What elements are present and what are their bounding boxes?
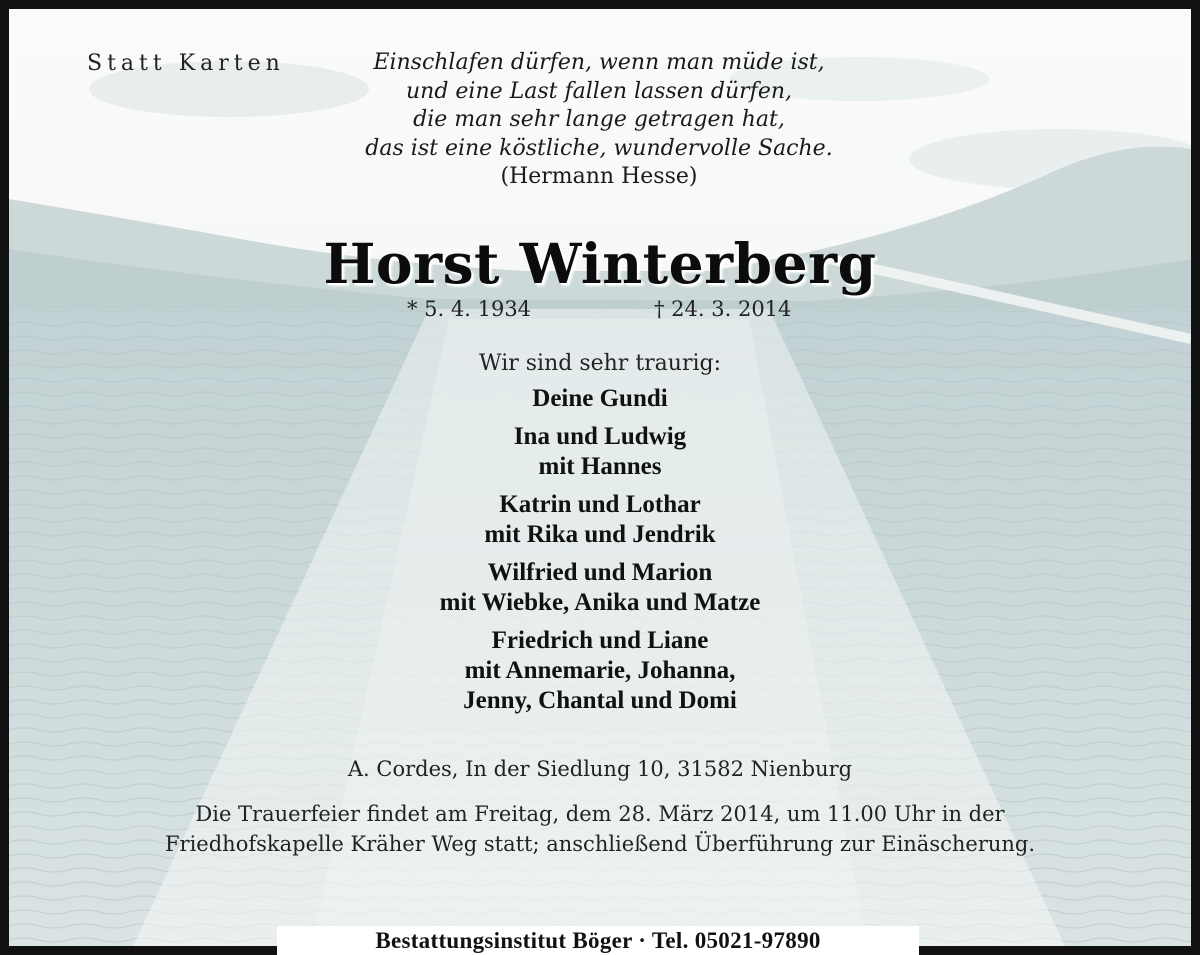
- contact-address: A. Cordes, In der Siedlung 10, 31582 Nienburg: [347, 757, 853, 781]
- mourner-line: Deine Gundi: [532, 385, 668, 412]
- mourner-group: [9, 558, 1191, 618]
- poem-author: (Hermann Hesse): [500, 164, 698, 189]
- deceased-name: Horst Winterberg: [323, 231, 877, 296]
- service-line: Friedhofskapelle Kräher Weg statt; anschließend Überführung zur Einäscherung.: [164, 832, 1036, 856]
- service-line: Die Trauerfeier findet am Freitag, dem 28. März 2014, um 11.00 Uhr in der: [195, 802, 1005, 826]
- statt-karten-label: Statt Karten: [87, 51, 285, 76]
- poem-line: und eine Last fallen lassen dürfen,: [405, 78, 793, 104]
- poem-line: die man sehr lange getragen hat,: [413, 107, 785, 132]
- poem-quote: [299, 49, 899, 192]
- death-date: † 24. 3. 2014: [654, 297, 792, 321]
- poem-line: Einschlafen dürfen, wenn man müde ist,: [373, 50, 825, 75]
- mourner-line: Wilfried und Marion: [487, 559, 713, 586]
- mourner-line: mit Annemarie, Johanna,: [464, 657, 736, 684]
- mourner-group: [9, 626, 1191, 716]
- funeral-service-info: [9, 799, 1191, 859]
- mourner-line: Katrin und Lothar: [499, 491, 701, 518]
- mourner-group: [9, 422, 1191, 482]
- mourner-group: [9, 384, 1191, 414]
- birth-date: * 5. 4. 1934: [407, 297, 532, 321]
- mourner-line: mit Rika und Jendrik: [484, 521, 716, 548]
- mourners-list: [9, 384, 1191, 724]
- mourners-intro: Wir sind sehr traurig:: [478, 351, 722, 376]
- mourner-line: Friedrich und Liane: [491, 627, 709, 654]
- mourner-line: mit Hannes: [538, 453, 662, 480]
- mourner-line: Ina und Ludwig: [513, 423, 687, 450]
- poem-line: das ist eine köstliche, wundervolle Sache.: [365, 135, 833, 161]
- mourner-line: mit Wiebke, Anika und Matze: [439, 589, 761, 616]
- funeral-home-footer: Bestattungsinstitut Böger · Tel. 05021-97890: [277, 926, 919, 955]
- mourner-line: Jenny, Chantal und Domi: [463, 687, 737, 714]
- mourner-group: [9, 490, 1191, 550]
